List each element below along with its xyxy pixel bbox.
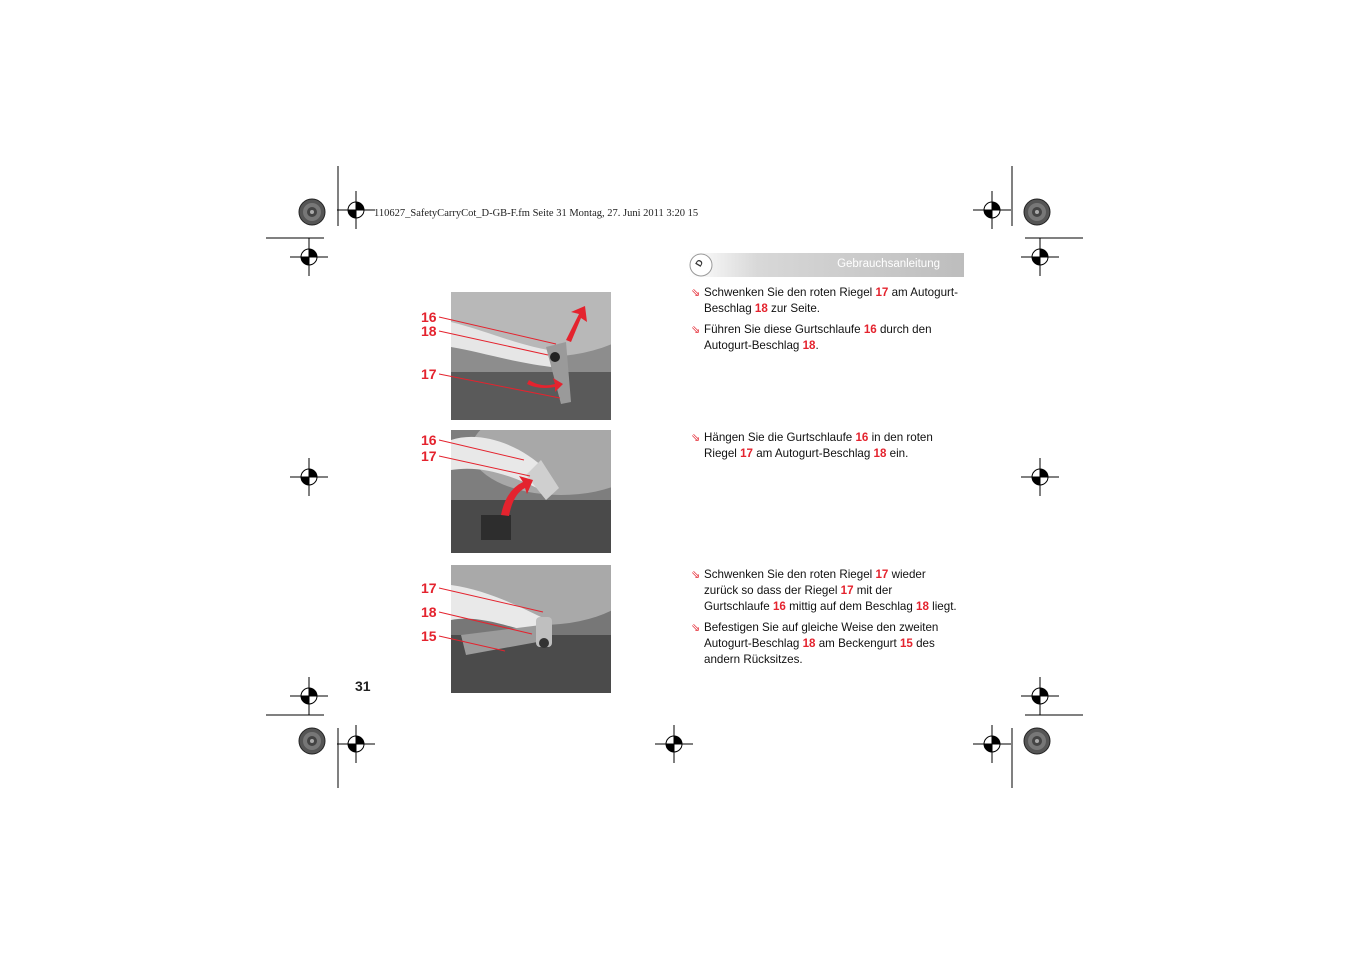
figure-3-callout-18: 18	[421, 604, 437, 620]
step-2-text-b: durch den Autogurt-Beschlag	[704, 323, 932, 352]
figure-1	[451, 292, 611, 420]
arrow-bullet-icon: ⇘	[691, 287, 701, 299]
figure-3-callout-15: 15	[421, 628, 437, 644]
figure-1-callout-18: 18	[421, 323, 437, 339]
step-3-text-c: am Autogurt-Beschlag	[753, 447, 874, 460]
step-3-ref-a: 16	[855, 431, 869, 444]
language-tag: D	[693, 257, 706, 269]
step-4-ref-a: 17	[875, 568, 889, 581]
arrow-bullet-icon: ⇘	[691, 432, 701, 444]
step-block-2	[691, 430, 959, 467]
figure-2	[451, 430, 611, 553]
step-block-1	[691, 285, 959, 359]
step-1-ref-a: 17	[875, 286, 889, 299]
figure-1-photo	[451, 292, 611, 420]
step-4-text-e: liegt.	[928, 600, 957, 613]
step-2	[691, 322, 959, 354]
step-1-ref-b: 18	[754, 302, 768, 315]
section-title: Gebrauchsanleitung	[837, 258, 940, 270]
step-2-text-a: Führen Sie diese Gurtschlaufe	[704, 323, 864, 336]
step-4-text-c: mit der Gurtschlaufe	[704, 584, 893, 613]
step-1-text-b: am Autogurt-Beschlag	[704, 286, 958, 315]
step-4-ref-d: 18	[916, 600, 929, 613]
page-number: 31	[355, 678, 371, 694]
step-4-text-d: mittig auf dem Beschlag	[785, 600, 917, 613]
step-2-ref-a: 16	[863, 323, 877, 336]
step-5-text-b: am Beckengurt	[815, 637, 900, 650]
step-3-text-a: Hängen Sie die Gurtschlaufe	[704, 431, 856, 444]
figure-3-callout-17: 17	[421, 580, 437, 596]
figure-1-callout-17: 17	[421, 366, 437, 382]
print-header: 110627_SafetyCarryCot_D-GB-F.fm Seite 31 Montag, 27. Juni 2011 3:20 15	[374, 208, 699, 219]
step-block-3	[691, 567, 959, 673]
step-1-text-c: zur Seite.	[767, 302, 821, 315]
step-4-text-b: wieder zurück so dass der Riegel	[704, 568, 926, 597]
figure-3-photo	[451, 565, 611, 693]
step-4-text-a: Schwenken Sie den roten Riegel	[704, 568, 876, 581]
figure-2-callout-16: 16	[421, 432, 437, 448]
arrow-bullet-icon: ⇘	[691, 569, 701, 581]
step-5-ref-b: 15	[899, 637, 913, 650]
figure-2-photo	[451, 430, 611, 553]
figure-2-callout-17: 17	[421, 448, 437, 464]
step-5-text-c: des andern Rücksitzes.	[704, 637, 935, 666]
figure-3	[451, 565, 611, 693]
step-5-ref-a: 18	[802, 637, 816, 650]
step-4-ref-b: 17	[840, 584, 854, 597]
step-2-text-c: .	[815, 339, 819, 352]
step-1-text-a: Schwenken Sie den roten Riegel	[704, 286, 876, 299]
step-1	[691, 285, 959, 317]
step-5-text-a: Befestigen Sie auf gleiche Weise den zweiten Autogurt-Beschlag	[704, 621, 939, 650]
step-4-ref-c: 16	[772, 600, 786, 613]
step-3-text-b: in den roten Riegel	[704, 431, 933, 460]
step-3	[691, 430, 959, 462]
step-2-ref-b: 18	[802, 339, 816, 352]
arrow-bullet-icon: ⇘	[691, 622, 701, 634]
step-5	[691, 620, 959, 668]
step-3-text-d: ein.	[886, 447, 909, 460]
section-bar	[689, 253, 964, 277]
step-4	[691, 567, 959, 615]
arrow-bullet-icon: ⇘	[691, 324, 701, 336]
figure-1-callout-16: 16	[421, 309, 437, 325]
step-3-ref-c: 18	[873, 447, 887, 460]
step-3-ref-b: 17	[740, 447, 753, 460]
